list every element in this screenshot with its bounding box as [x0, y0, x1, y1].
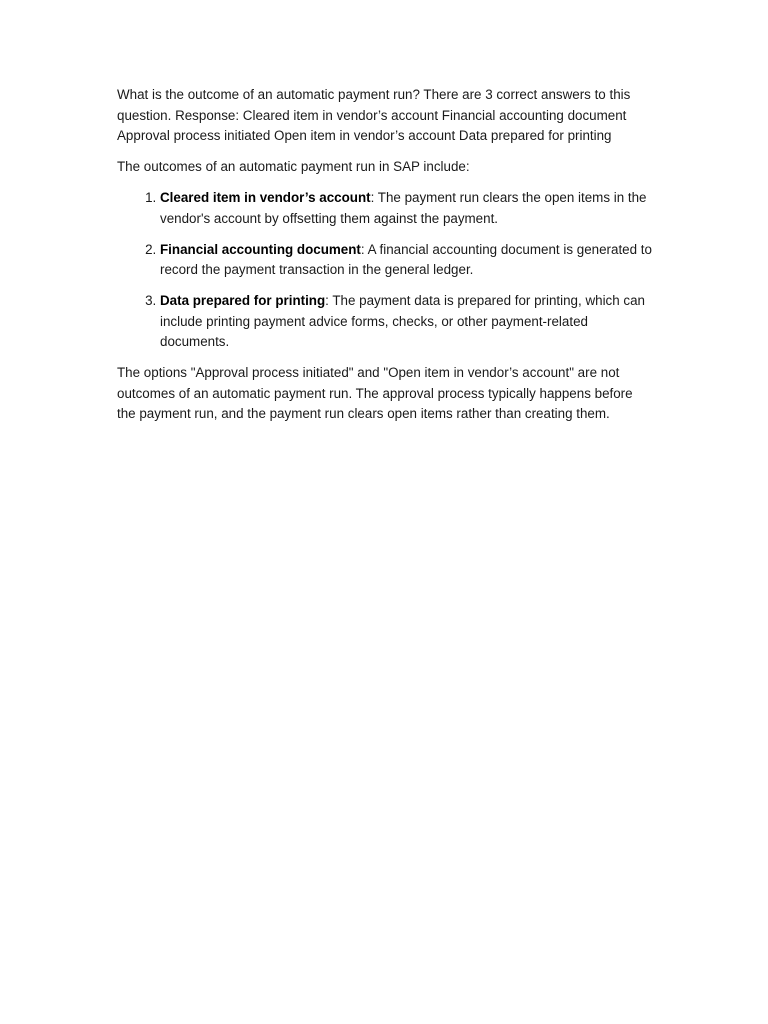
outcome-term: Data prepared for printing [160, 293, 326, 308]
outcome-term: Financial accounting document [160, 241, 361, 257]
outcome-description: : A financial accounting document is generated to record the payment transaction in the general ledger. [160, 241, 652, 277]
outcome-description: : The payment run clears the open items in the vendor's account by offsetting them against the payment. [160, 190, 647, 226]
list-item [160, 188, 652, 229]
intro-paragraph: The outcomes of an automatic payment run in SAP include: [117, 159, 470, 174]
closing-paragraph: The options "Approval process initiated" and "Open item in vendor’s account" are not outcomes of an automatic payment run. The approval process typically happens before the payment run, and the payment run clears open items rather than creating them. [117, 365, 633, 421]
outcome-description: : The payment data is prepared for printing, which can include printing payment advice forms, checks, or other payment-related documents. [160, 293, 645, 349]
list-item [160, 240, 652, 281]
outcome-term: Cleared item in vendor’s account [160, 190, 371, 205]
list-item [160, 291, 652, 353]
outcomes-list [117, 188, 652, 353]
question-paragraph: What is the outcome of an automatic payment run? There are 3 correct answers to this question. Response: Cleared item in vendor’s account Financial accounting document Approval process initiated Open item in vendor’s account Data prepared for printing [117, 87, 631, 143]
document-body [117, 85, 652, 435]
